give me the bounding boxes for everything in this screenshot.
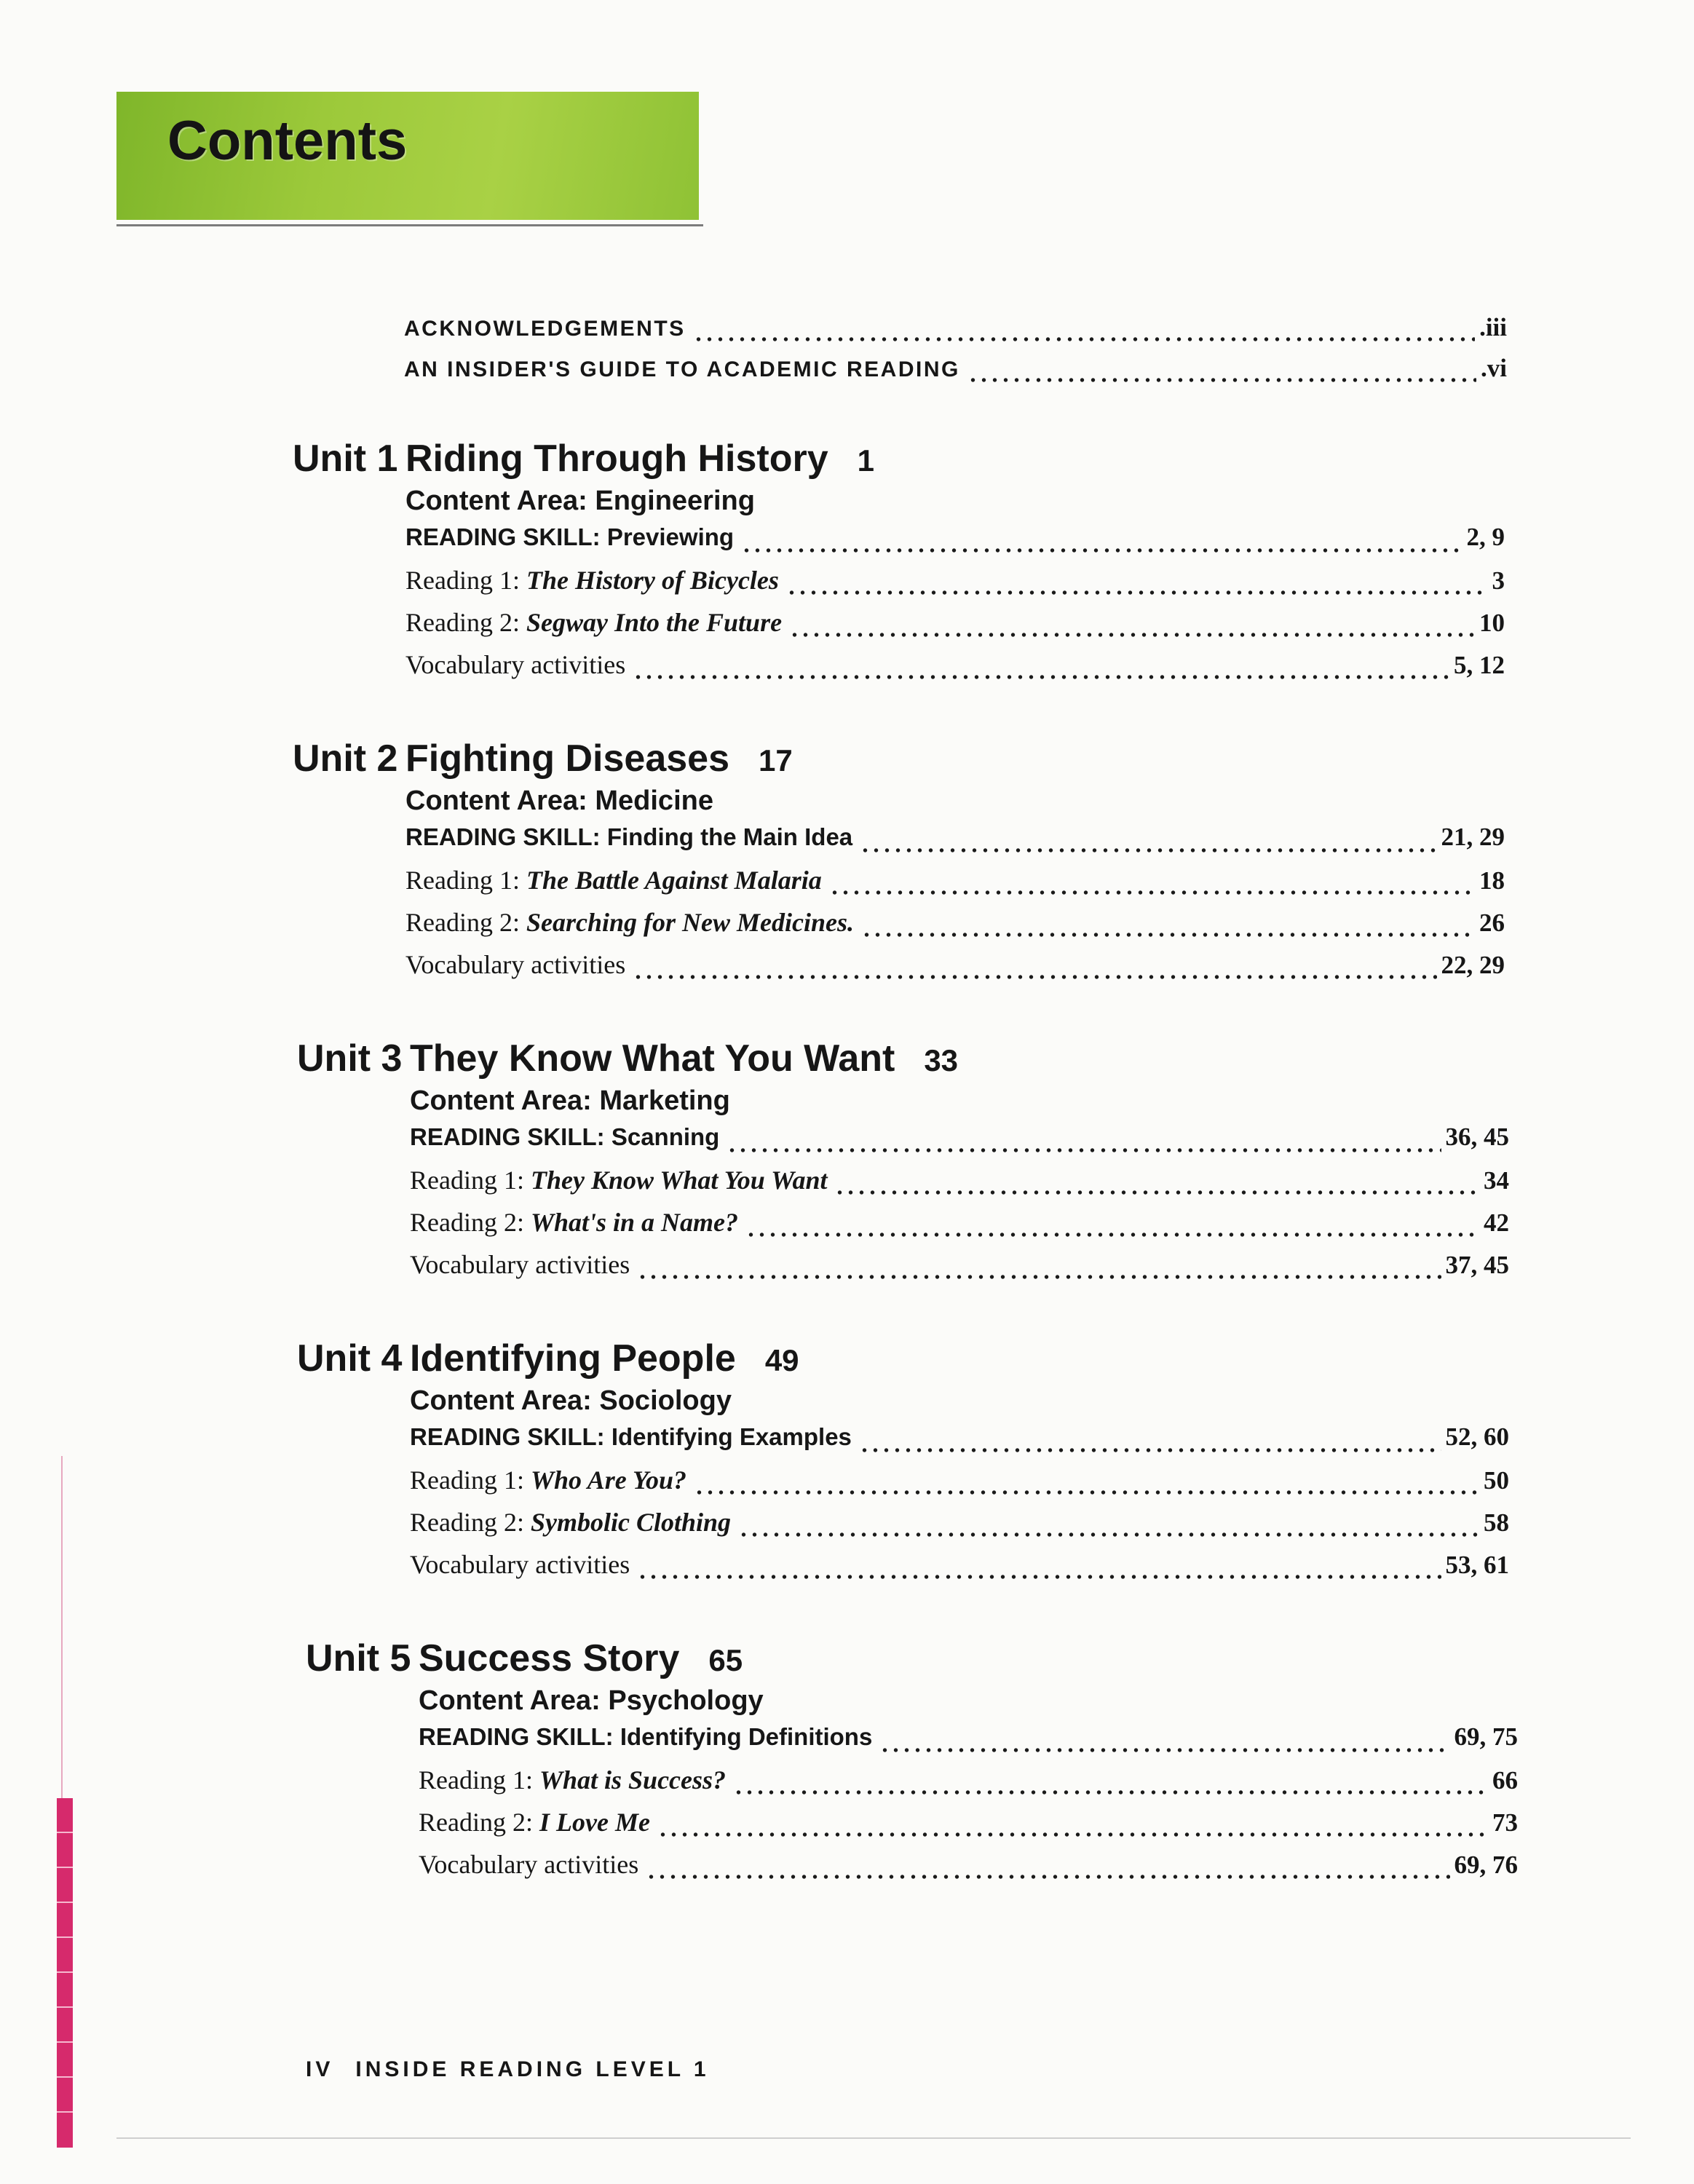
reading-label: Reading 2: I Love Me xyxy=(419,1808,650,1837)
unit-title: Identifying People 49 xyxy=(410,1337,799,1380)
reading-2-entry[interactable] xyxy=(405,607,1505,649)
footer-book-title: INSIDE READING LEVEL 1 xyxy=(355,2057,710,2081)
dot-leader xyxy=(733,1788,1488,1797)
reading-skill-label: READING SKILL: Scanning xyxy=(410,1123,720,1150)
content-area: Content Area: Marketing xyxy=(410,1085,730,1116)
front-matter-page: .iii xyxy=(1479,313,1507,341)
banner-underline xyxy=(116,224,703,226)
reading-2-entry[interactable] xyxy=(410,1207,1509,1249)
entry-pages: 34 xyxy=(1484,1166,1509,1195)
unit-title: Success Story 65 xyxy=(419,1637,743,1679)
reading-1-entry[interactable] xyxy=(405,565,1505,607)
entry-pages: 52, 60 xyxy=(1445,1423,1509,1451)
dot-leader xyxy=(789,630,1475,639)
dot-leader xyxy=(633,973,1436,981)
reading-label: Reading 2: Segway Into the Future xyxy=(405,608,783,637)
entry-pages: 69, 75 xyxy=(1454,1722,1518,1751)
entry-pages: 3 xyxy=(1492,566,1505,595)
unit-title: They Know What You Want 33 xyxy=(410,1037,959,1080)
reading-label: Reading 2: Searching for New Medicines. xyxy=(405,908,854,937)
unit-number: Unit 1 xyxy=(293,438,398,480)
reading-1-entry[interactable] xyxy=(419,1765,1518,1807)
dot-leader xyxy=(967,376,1476,384)
entry-pages: 36, 45 xyxy=(1445,1123,1509,1151)
dot-leader xyxy=(741,546,1462,555)
reading-label: Reading 2: Symbolic Clothing xyxy=(410,1508,732,1537)
vocabulary-label: Vocabulary activities xyxy=(419,1850,639,1879)
entry-pages: 73 xyxy=(1492,1808,1518,1837)
vocabulary-label: Vocabulary activities xyxy=(405,650,626,679)
reading-title: The History of Bicycles xyxy=(526,566,779,595)
reading-title: I Love Me xyxy=(539,1808,650,1837)
entry-pages: 42 xyxy=(1484,1208,1509,1237)
page-edge-tab-lines xyxy=(57,1798,73,2148)
unit-entries xyxy=(410,1379,1509,1591)
reading-skill-entry[interactable] xyxy=(405,523,1505,565)
entry-pages: 21, 29 xyxy=(1441,823,1505,851)
reading-2-entry[interactable] xyxy=(405,907,1505,949)
reading-title: Symbolic Clothing xyxy=(530,1508,732,1537)
vocabulary-entry[interactable] xyxy=(419,1849,1518,1891)
content-area: Content Area: Psychology xyxy=(419,1685,764,1716)
reading-skill-label: READING SKILL: Identifying Examples xyxy=(410,1423,852,1450)
dot-leader xyxy=(738,1530,1479,1539)
dot-leader xyxy=(745,1230,1479,1239)
reading-title: They Know What You Want xyxy=(530,1166,828,1195)
content-area: Content Area: Engineering xyxy=(405,486,755,516)
reading-1-entry[interactable] xyxy=(410,1165,1509,1207)
dot-leader xyxy=(859,1446,1441,1455)
unit-start-page: 1 xyxy=(857,443,874,478)
unit-number: Unit 2 xyxy=(293,737,398,780)
page-edge-line xyxy=(61,1456,63,1798)
unit-start-page: 33 xyxy=(924,1043,959,1077)
dot-leader xyxy=(646,1872,1449,1881)
dot-leader xyxy=(637,1273,1441,1281)
reading-title: What's in a Name? xyxy=(530,1208,739,1237)
dot-leader xyxy=(879,1746,1449,1754)
reading-1-entry[interactable] xyxy=(405,865,1505,907)
entry-pages: 18 xyxy=(1479,866,1505,895)
vocabulary-entry[interactable] xyxy=(405,949,1505,992)
entry-pages: 53, 61 xyxy=(1445,1551,1509,1579)
vocabulary-label: Vocabulary activities xyxy=(405,950,626,979)
entry-pages: 2, 9 xyxy=(1466,523,1505,551)
reading-title: Searching for New Medicines. xyxy=(526,908,854,937)
reading-2-entry[interactable] xyxy=(419,1807,1518,1849)
entry-pages: 26 xyxy=(1479,909,1505,937)
unit-entries xyxy=(405,479,1505,692)
unit-number: Unit 3 xyxy=(297,1037,403,1080)
front-matter-acknowledgements[interactable] xyxy=(404,313,1507,354)
front-matter-page: .vi xyxy=(1481,354,1507,382)
reading-skill-label: READING SKILL: Previewing xyxy=(405,523,735,550)
dot-leader xyxy=(829,888,1475,897)
entry-pages: 22, 29 xyxy=(1441,951,1505,979)
reading-1-entry[interactable] xyxy=(410,1465,1509,1507)
vocabulary-entry[interactable] xyxy=(405,649,1505,692)
vocabulary-label: Vocabulary activities xyxy=(410,1550,630,1579)
reading-2-entry[interactable] xyxy=(410,1507,1509,1549)
reading-title: The Battle Against Malaria xyxy=(526,866,822,895)
vocabulary-label: Vocabulary activities xyxy=(410,1250,630,1279)
unit-entries xyxy=(419,1679,1518,1891)
reading-skill-entry[interactable] xyxy=(405,823,1505,865)
page-footer xyxy=(306,2057,710,2082)
bottom-rule xyxy=(116,2137,1631,2139)
dot-leader xyxy=(786,588,1488,597)
reading-label: Reading 1: They Know What You Want xyxy=(410,1166,828,1195)
reading-skill-entry[interactable] xyxy=(410,1423,1509,1465)
reading-label: Reading 1: Who Are You? xyxy=(410,1465,687,1495)
vocabulary-entry[interactable] xyxy=(410,1549,1509,1591)
reading-label: Reading 2: What's in a Name? xyxy=(410,1208,739,1237)
entry-pages: 5, 12 xyxy=(1454,651,1505,679)
unit-number: Unit 4 xyxy=(297,1337,403,1380)
unit-title: Riding Through History 1 xyxy=(405,438,874,480)
dot-leader xyxy=(694,1488,1479,1497)
reading-skill-label: READING SKILL: Finding the Main Idea xyxy=(405,823,853,850)
reading-title: What is Success? xyxy=(539,1765,727,1795)
footer-page-number: IV xyxy=(306,2057,334,2081)
front-matter-insiders-guide[interactable] xyxy=(404,354,1507,395)
reading-label: Reading 1: The Battle Against Malaria xyxy=(405,866,822,895)
entry-pages: 50 xyxy=(1484,1466,1509,1495)
vocabulary-entry[interactable] xyxy=(410,1249,1509,1291)
dot-leader xyxy=(834,1188,1479,1197)
unit-entries xyxy=(405,779,1505,992)
unit-entries xyxy=(410,1079,1509,1291)
dot-leader xyxy=(657,1830,1488,1839)
entry-pages: 58 xyxy=(1484,1508,1509,1537)
dot-leader xyxy=(860,846,1436,855)
reading-skill-entry[interactable] xyxy=(410,1123,1509,1165)
unit-title: Fighting Diseases 17 xyxy=(405,737,793,780)
reading-skill-label: READING SKILL: Identifying Definitions xyxy=(419,1723,873,1750)
unit-start-page: 17 xyxy=(759,743,793,778)
entry-pages: 10 xyxy=(1479,609,1505,637)
dot-leader xyxy=(633,673,1449,681)
entry-pages: 37, 45 xyxy=(1445,1251,1509,1279)
entry-pages: 66 xyxy=(1492,1766,1518,1795)
dot-leader xyxy=(861,930,1475,939)
reading-title: Who Are You? xyxy=(530,1465,687,1495)
reading-label: Reading 1: What is Success? xyxy=(419,1765,727,1795)
dot-leader xyxy=(693,335,1475,344)
dot-leader xyxy=(727,1146,1441,1155)
content-area: Content Area: Sociology xyxy=(410,1385,732,1416)
unit-start-page: 49 xyxy=(764,1343,799,1377)
unit-start-page: 65 xyxy=(708,1643,743,1677)
content-area: Content Area: Medicine xyxy=(405,786,713,816)
reading-skill-entry[interactable] xyxy=(419,1722,1518,1765)
reading-title: Segway Into the Future xyxy=(526,608,783,637)
reading-label: Reading 1: The History of Bicycles xyxy=(405,566,779,595)
page-title: Contents xyxy=(167,110,408,172)
entry-pages: 69, 76 xyxy=(1454,1851,1518,1879)
front-matter-label: ACKNOWLEDGEMENTS xyxy=(404,317,686,341)
dot-leader xyxy=(637,1572,1441,1581)
front-matter-label: AN INSIDER'S GUIDE TO ACADEMIC READING xyxy=(404,357,960,381)
unit-number: Unit 5 xyxy=(306,1637,411,1679)
